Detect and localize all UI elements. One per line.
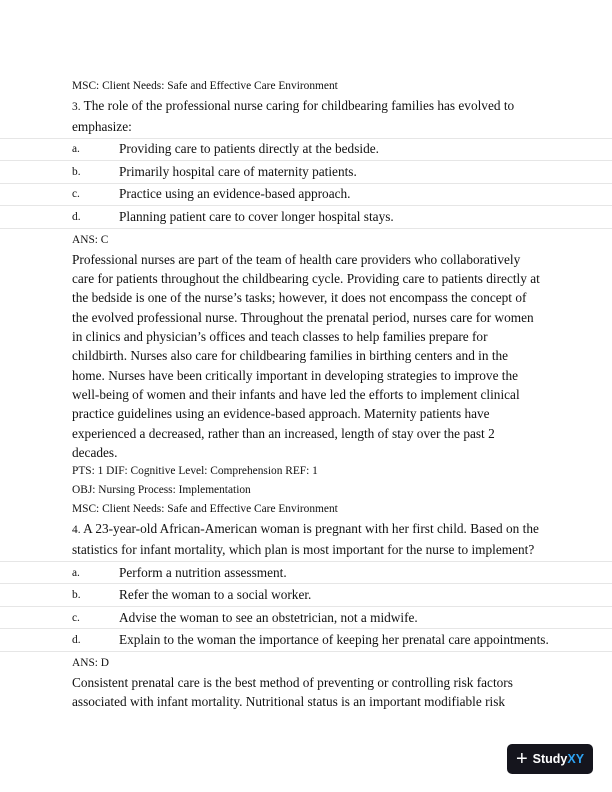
msc-line: MSC: Client Needs: Safe and Effective Care Environment (72, 80, 338, 92)
option-text: Perform a nutrition assessment. (119, 564, 287, 580)
option-text: Practice using an evidence-based approach. (119, 186, 351, 202)
option-text: Primarily hospital care of maternity patients. (119, 163, 357, 179)
option-letter: c. (72, 611, 80, 624)
question-4 (72, 519, 612, 560)
question-number: 4. (72, 524, 81, 537)
plus-icon: + (515, 748, 528, 770)
option-letter: b. (72, 589, 81, 602)
option-row (0, 561, 612, 585)
option-letter: d. (72, 210, 81, 223)
option-text: Refer the woman to a social worker. (119, 587, 312, 603)
msc-line: MSC: Client Needs: Safe and Effective Care Environment (72, 503, 338, 516)
option-text: Advise the woman to see an obstetrician, not a midwife. (119, 609, 418, 625)
option-letter: a. (72, 143, 80, 156)
studyxy-badge[interactable] (507, 744, 593, 774)
answer-line: ANS: D (72, 656, 110, 669)
option-row (0, 138, 612, 162)
option-text: Providing care to patients directly at the bedside. (119, 141, 379, 157)
options-list-q4 (0, 561, 612, 652)
option-row (0, 629, 612, 652)
question-number: 3. (72, 101, 81, 113)
document-content (72, 77, 612, 711)
option-letter: b. (72, 165, 81, 178)
question-3 (72, 96, 612, 137)
option-row (0, 584, 612, 607)
option-row (0, 184, 612, 207)
option-row (0, 161, 612, 184)
options-list-q3 (0, 138, 612, 229)
rationale-paragraph: Professional nurses are part of the team of health care providers who collaboratively care for patients throughout the childbearing cycle. Providing care to patients directly at the bedside is one of the nurse’s tasks; however, it does not encompass the concept of the evolved professional nurse. Throughout the prenatal period, nurses care for women in clinics and physician’s offices and teach classes to help families prepare for childbirth. Nurses also care for childbearing families in birthing centers and in the home. Nurses have been critically important in developing strategies to improve the well-being of women and their infants and have led the efforts to implement clinical practice guidelines using an evidence-based approach. Maternity patients have experienced a decreased, rather than an increased, length of stay over the past 2 decades. (72, 251, 540, 460)
answer-line: ANS: C (72, 233, 109, 246)
option-text: Planning patient care to cover longer hospital stays. (119, 208, 394, 224)
question-text: The role of the professional nurse caring for childbearing families has evolved to emphasize: (72, 98, 515, 134)
option-letter: a. (72, 566, 80, 579)
option-row (0, 607, 612, 630)
pts-line: PTS: 1 DIF: Cognitive Level: Comprehension REF: 1 (72, 465, 318, 478)
option-row (0, 206, 612, 229)
option-letter: d. (72, 634, 81, 647)
obj-line: OBJ: Nursing Process: Implementation (72, 484, 251, 497)
brand-accent: XY (567, 752, 585, 766)
option-letter: c. (72, 188, 80, 201)
brand-name: Study (532, 752, 568, 766)
option-text: Explain to the woman the importance of keeping her prenatal care appointments. (119, 632, 549, 648)
question-text: A 23-year-old African-American woman is pregnant with her first child. Based on the statistics for infant mortality, which plan is most important for the nurse to implement? (72, 521, 539, 558)
rationale-paragraph: Consistent prenatal care is the best method of preventing or controlling risk factors associated with infant mortality. Nutritional status is an important modifiable risk (72, 674, 513, 710)
